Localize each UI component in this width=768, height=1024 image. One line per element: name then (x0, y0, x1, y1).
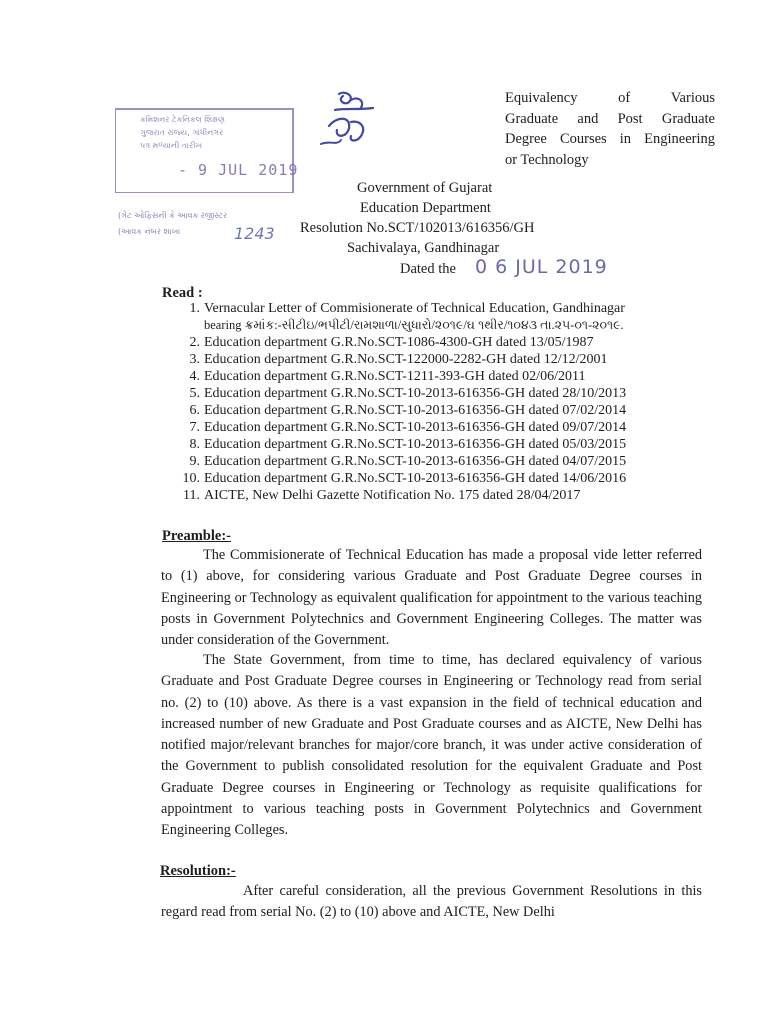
inward-number: 1243 (234, 224, 275, 243)
list-item: 7. Education department G.R.No.SCT-10-2013-616356-GH dated 09/07/2014 (189, 420, 627, 435)
stamp-received-date: - 9 JUL 2019 (178, 161, 299, 179)
list-item: 11. AICTE, New Delhi Gazette Notification No. 175 dated 28/04/2017 (183, 488, 581, 503)
list-item: 9. Education department G.R.No.SCT-10-2013-616356-GH dated 04/07/2015 (189, 454, 627, 469)
inward-line-2: (આવક નંબર શાખા (118, 227, 181, 236)
preamble-paragraph-2: The State Government, from time to time, has declared equivalency of various Graduate and Post Graduate Degree courses in Engineering or Technology read from serial no. (2) to (10) above. As there is a vast expansion in the field of technical education and increased number of new Graduate and Post Graduate courses and as AICTE, New Delhi has notified major/relevant branches for major/core branch, it was under active consideration of the Government to publish consolidated resolution for the equivalent Graduate and Post Graduate Degree courses in Engineering or Technology as requisite qualifications for appointment to various teaching posts in Government Polytechnics and Government Engineering Colleges. (161, 652, 702, 839)
resolution-number: Resolution No.SCT/102013/616356/GH (300, 220, 535, 236)
subject-line-3: Degree Courses in Engineering (505, 131, 715, 147)
list-item: 8. Education department G.R.No.SCT-10-2013-616356-GH dated 05/03/2015 (189, 437, 627, 452)
government-name: Government of Gujarat (357, 180, 493, 196)
subject-line-4: or Technology (505, 151, 589, 168)
inward-stamp (115, 108, 294, 193)
list-item: 6. Education department G.R.No.SCT-10-2013-616356-GH dated 07/02/2014 (189, 403, 627, 418)
subject-line-1: Equivalency of Various (505, 90, 715, 106)
inward-register-stamp (118, 208, 290, 243)
dated-stamp: 0 6 JUL 2019 (475, 256, 608, 278)
inward-line-1: (ગેટ ઓફિસની કે આવક રજીસ્ટર (118, 211, 228, 220)
dated-label: Dated the (400, 261, 456, 277)
stamp-line-2: ગુજરાત રાજ્ય, ગાંધીનગર (140, 128, 224, 137)
handwritten-mark (315, 86, 385, 160)
preamble-paragraph-1: The Commisionerate of Technical Education has made a proposal vide letter referred to (1) above, for considering various Graduate and Post Graduate Degree courses in Engineering or Technology as equivalent qualification for appointment to the various teaching posts in Government Polytechnics and Government Engineering Colleges. The matter was under consideration of the Government. (161, 547, 702, 649)
read-heading: Read : (162, 285, 203, 301)
stamp-line-3: પત્ર મળ્યાની તારીખ (140, 141, 203, 150)
list-item: 4. Education department G.R.No.SCT-1211-393-GH dated 02/06/2011 (189, 369, 586, 384)
list-item: 2. Education department G.R.No.SCT-1086-4300-GH dated 13/05/1987 (189, 335, 594, 350)
place: Sachivalaya, Gandhinagar (347, 240, 500, 256)
list-item: 1. Vernacular Letter of Commisionerate of Technical Education, Gandhinagar bearing ક્રમાંક:-સીટીઇ/ભપીટી/રામશાળા/સુધારો/૨૦૧૯/ઘ ૧થીર/૧૦૪૩ તા.૨૫-૦૧-૨૦૧૯. (189, 301, 625, 332)
subject-line-2: Graduate and Post Graduate (505, 110, 715, 127)
list-item: 3. Education department G.R.No.SCT-122000-2282-GH dated 12/12/2001 (189, 352, 608, 367)
resolution-paragraph-1: After careful consideration, all the previous Government Resolutions in this regard read from serial No. (2) to (10) above and AICTE, New Delhi (161, 883, 702, 921)
resolution-heading: Resolution:- (160, 863, 236, 879)
list-item: 10. Education department G.R.No.SCT-10-2013-616356-GH dated 14/06/2016 (182, 471, 627, 486)
preamble-heading: Preamble:- (162, 528, 231, 544)
department-name: Education Department (360, 200, 491, 216)
stamp-line-1: કમિશનર ટેકનિકલ શિક્ષણ (140, 115, 225, 124)
subject-title (505, 88, 715, 170)
read-references-list (176, 300, 726, 504)
list-item: 5. Education department G.R.No.SCT-10-2013-616356-GH dated 28/10/2013 (189, 386, 627, 401)
